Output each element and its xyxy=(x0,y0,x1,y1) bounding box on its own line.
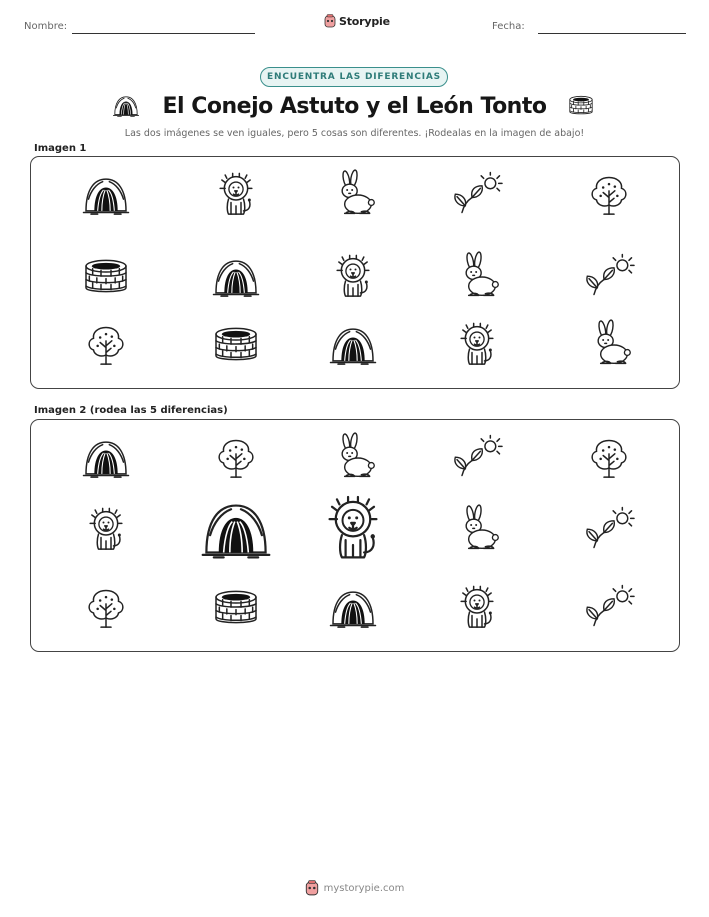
plant-sun-icon xyxy=(452,171,502,219)
plant-sun-icon xyxy=(584,253,634,301)
rabbit-icon[interactable] xyxy=(452,506,502,554)
page-title: El Conejo Astuto y el León Tonto xyxy=(162,94,547,119)
image2-label: Imagen 2 (rodea las 5 diferencias) xyxy=(34,405,228,416)
date-label: Fecha: xyxy=(492,21,525,32)
cave-icon xyxy=(112,94,140,120)
footer xyxy=(0,880,709,896)
cave-icon xyxy=(81,171,131,219)
tree-icon[interactable] xyxy=(584,434,634,482)
tree-icon xyxy=(584,171,634,219)
footer-site[interactable]: mystorypie.com xyxy=(323,882,405,894)
well-icon xyxy=(567,94,595,120)
plant-sun-icon[interactable] xyxy=(452,434,502,482)
brand-name: Storypie xyxy=(339,14,390,28)
lion-icon[interactable] xyxy=(81,506,131,554)
tree-icon xyxy=(81,321,131,369)
well-icon[interactable] xyxy=(211,584,261,632)
cave-icon[interactable] xyxy=(328,584,378,632)
lion-icon xyxy=(452,321,502,369)
storypie-logo xyxy=(324,14,390,28)
plant-sun-icon[interactable] xyxy=(584,584,634,632)
well-icon xyxy=(211,321,261,369)
image1-label: Imagen 1 xyxy=(34,143,87,154)
name-label: Nombre: xyxy=(24,21,68,32)
storypie-mascot-icon xyxy=(305,880,319,896)
lion-icon[interactable] xyxy=(316,498,390,560)
rabbit-icon xyxy=(328,171,378,219)
date-field-line[interactable] xyxy=(538,33,686,34)
lion-icon[interactable] xyxy=(452,584,502,632)
plant-sun-icon[interactable] xyxy=(584,506,634,554)
storypie-mascot-icon xyxy=(324,14,336,28)
cave-icon[interactable] xyxy=(199,498,273,560)
tree-icon[interactable] xyxy=(81,584,131,632)
lion-icon xyxy=(211,171,261,219)
cave-icon xyxy=(211,253,261,301)
cave-icon[interactable] xyxy=(81,434,131,482)
image2-panel[interactable] xyxy=(30,419,680,652)
tree-icon[interactable] xyxy=(211,434,261,482)
cave-icon xyxy=(328,321,378,369)
image1-panel xyxy=(30,156,680,389)
rabbit-icon[interactable] xyxy=(328,434,378,482)
well-icon xyxy=(81,253,131,301)
rabbit-icon xyxy=(452,253,502,301)
name-field-line[interactable] xyxy=(72,33,255,34)
instructions: Las dos imágenes se ven iguales, pero 5 cosas son diferentes. ¡Rodealas en la imagen de abajo! xyxy=(124,128,585,139)
rabbit-icon xyxy=(584,321,634,369)
lion-icon xyxy=(328,253,378,301)
activity-badge: ENCUENTRA LAS DIFERENCIAS xyxy=(260,67,448,87)
